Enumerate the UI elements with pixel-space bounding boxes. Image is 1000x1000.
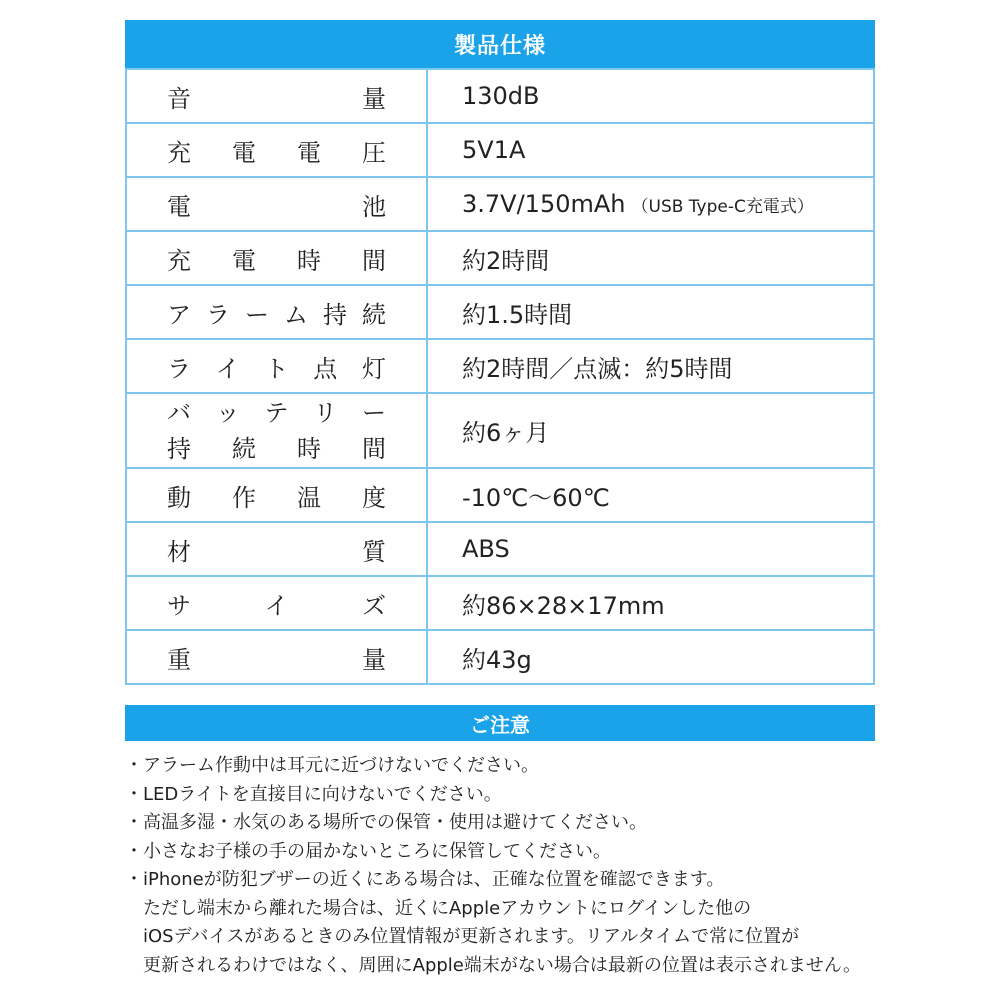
spec-label-char: 圧: [362, 138, 386, 167]
notice-text: LEDライトを直接目に向けないでください。: [143, 783, 502, 805]
spec-section-title: 製品仕様: [125, 20, 875, 68]
spec-label-char: バ: [167, 398, 191, 427]
spec-label-char: 動: [167, 483, 191, 512]
spec-label: [167, 241, 386, 276]
spec-value: 約43g: [462, 645, 532, 674]
bullet-icon: ・: [125, 869, 143, 890]
spec-row: [126, 339, 874, 393]
spec-row: [126, 522, 874, 576]
spec-label-char: 点: [313, 354, 338, 383]
spec-label-char: 質: [362, 537, 386, 566]
spec-value-cell: [427, 522, 874, 576]
spec-label: [167, 478, 386, 513]
spec-label-cell: [126, 231, 427, 285]
spec-label-char: 池: [362, 192, 386, 221]
notice-item: [125, 752, 985, 781]
spec-row: [126, 231, 874, 285]
notice-text: 高温多湿・水気のある場所での保管・使用は避けてください。: [143, 812, 647, 833]
spec-label-char: 間: [362, 246, 386, 275]
spec-label-char: 量: [362, 645, 386, 674]
spec-row: [126, 576, 874, 630]
bullet-icon: ・: [125, 755, 143, 776]
spec-label-char: 持: [323, 300, 347, 329]
spec-label-cell: [126, 393, 427, 468]
notice-item: [125, 781, 985, 810]
spec-table: [125, 68, 875, 685]
spec-label-char: 灯: [362, 354, 386, 383]
spec-row: [126, 69, 874, 123]
spec-label-cell: [126, 339, 427, 393]
spec-label: [167, 586, 386, 621]
spec-row: [126, 285, 874, 339]
spec-label-char: 作: [232, 483, 256, 512]
spec-label: [167, 349, 386, 384]
notice-section-title: ご注意: [125, 705, 875, 741]
spec-label-char: 量: [362, 84, 386, 113]
spec-label-char: 充: [167, 246, 191, 275]
spec-value: 130dB: [462, 82, 540, 110]
spec-label-char: 時: [297, 434, 321, 463]
spec-label-cell: [126, 522, 427, 576]
spec-value-cell: [427, 468, 874, 522]
notice-item: [125, 866, 985, 980]
spec-value: 約2時間／点滅：約5時間: [462, 354, 733, 383]
spec-label-char: 続: [362, 300, 386, 329]
spec-label-char: ト: [264, 354, 289, 383]
spec-label-char: サ: [167, 591, 191, 620]
spec-label-char: ラ: [206, 300, 230, 329]
spec-label-char: 音: [167, 84, 191, 113]
spec-value-cell: [427, 339, 874, 393]
spec-row: [126, 177, 874, 231]
spec-label: [167, 532, 386, 567]
notice-text-continued: 更新されるわけではなく、周囲にApple端末がない場合は最新の位置は表示されません。: [143, 954, 861, 976]
spec-row: [126, 630, 874, 684]
notice-text: 小さなお子様の手の届かないところに保管してください。: [143, 840, 611, 862]
spec-label-char: イ: [264, 591, 289, 620]
spec-label-char: 度: [362, 483, 386, 512]
spec-label-cell: [126, 123, 427, 177]
spec-label: [167, 295, 386, 330]
spec-label-char: リ: [313, 398, 338, 427]
spec-value: 約2時間: [462, 246, 550, 275]
bullet-icon: ・: [125, 783, 143, 805]
bullet-icon: ・: [125, 840, 143, 862]
spec-value: ABS: [462, 535, 510, 563]
spec-label-line: [167, 395, 386, 431]
notice-text: アラーム作動中は耳元に近づけないでください。: [143, 755, 539, 776]
spec-label-cell: [126, 69, 427, 123]
spec-label: [167, 79, 386, 114]
spec-value: 約6ヶ月: [462, 419, 550, 447]
spec-value-cell: [427, 231, 874, 285]
spec-label-line: [167, 431, 386, 467]
spec-label-char: 電: [297, 138, 321, 167]
spec-label-char: ー: [245, 300, 269, 329]
spec-value-note: （USB Type-C充電式）: [631, 197, 814, 217]
spec-value: 約1.5時間: [462, 300, 573, 329]
spec-label-char: 電: [167, 192, 191, 221]
bullet-icon: ・: [125, 812, 143, 833]
spec-label-cell: [126, 630, 427, 684]
spec-label-char: テ: [264, 398, 289, 427]
spec-row: [126, 123, 874, 177]
spec-value: 5V1A: [462, 136, 526, 164]
spec-value-cell: [427, 123, 874, 177]
spec-label-char: 充: [167, 138, 191, 167]
spec-label-char: 電: [232, 246, 256, 275]
spec-label-char: 持: [167, 434, 191, 463]
spec-label-char: 電: [232, 138, 256, 167]
spec-label-char: 温: [297, 483, 321, 512]
spec-label-cell: [126, 576, 427, 630]
spec-value: 3.7V/150mAh: [462, 190, 626, 218]
spec-label-cell: [126, 468, 427, 522]
spec-value-cell: [427, 177, 874, 231]
spec-label-char: イ: [215, 354, 240, 383]
spec-label-char: ム: [284, 300, 308, 329]
spec-row: [126, 468, 874, 522]
notice-text-continued: iOSデバイスがあるときのみ位置情報が更新されます。リアルタイムで常に位置が: [143, 926, 800, 947]
spec-row: [126, 393, 874, 468]
spec-label: [167, 187, 386, 222]
spec-label: [167, 395, 386, 467]
spec-label-char: 間: [362, 434, 386, 463]
spec-value-cell: [427, 576, 874, 630]
spec-value-cell: [427, 285, 874, 339]
spec-label-char: ア: [167, 300, 191, 329]
spec-value-cell: [427, 393, 874, 468]
notice-text-continued: ただし端末から離れた場合は、近くにAppleアカウントにログインした他の: [143, 897, 752, 919]
spec-label-char: 重: [167, 645, 191, 674]
spec-label-char: 続: [232, 434, 256, 463]
spec-label-char: ラ: [167, 354, 191, 383]
spec-label: [167, 133, 386, 168]
spec-label-char: ッ: [215, 398, 240, 427]
notice-item: [125, 809, 985, 838]
spec-value-cell: [427, 69, 874, 123]
notice-item: [125, 838, 985, 867]
spec-label-char: ー: [362, 398, 386, 427]
spec-label-cell: [126, 177, 427, 231]
spec-label-char: 時: [297, 246, 321, 275]
spec-value: 約86×28×17mm: [462, 591, 665, 620]
spec-label: [167, 640, 386, 675]
notice-list: [125, 752, 985, 980]
spec-value-cell: [427, 630, 874, 684]
notice-text: iPhoneが防犯ブザーの近くにある場合は、正確な位置を確認できます。: [143, 869, 725, 890]
spec-label-char: ズ: [362, 591, 386, 620]
spec-label-char: 材: [167, 537, 191, 566]
spec-label-cell: [126, 285, 427, 339]
spec-value: -10℃〜60℃: [462, 483, 610, 512]
